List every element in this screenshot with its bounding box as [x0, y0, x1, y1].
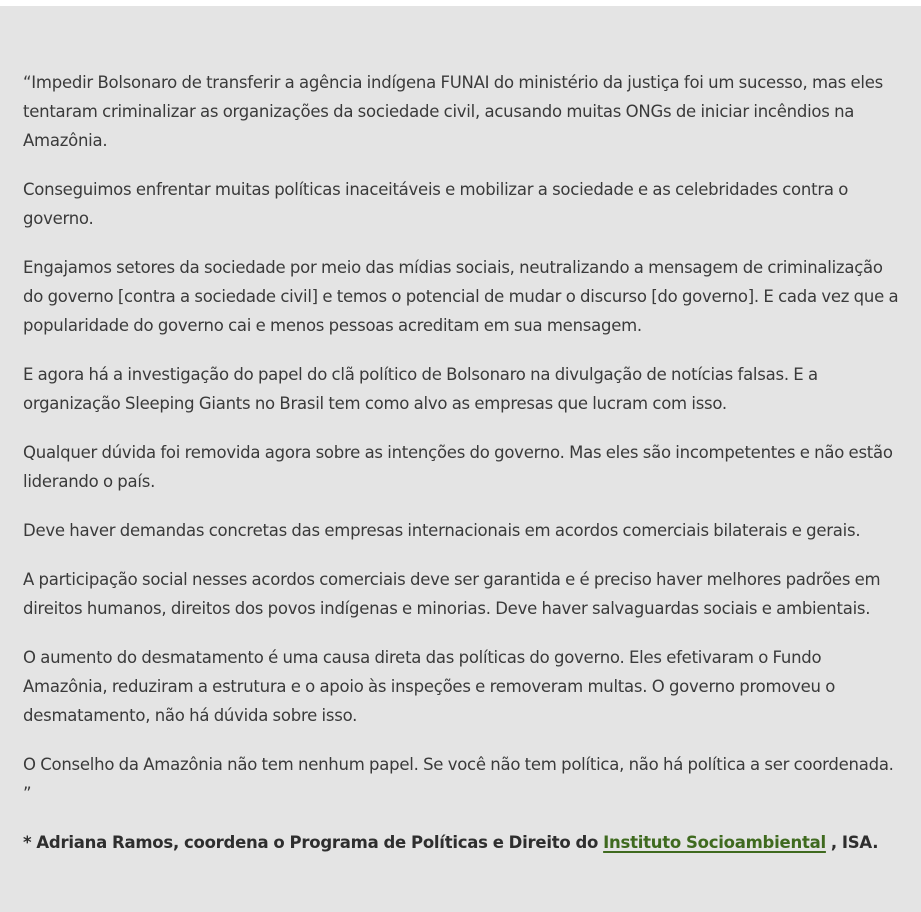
author-credit-suffix: , ISA.	[825, 833, 879, 852]
quote-paragraph-6: Deve haver demandas concretas das empresas internacionais em acordos comerciais bilaterais e gerais.	[23, 521, 861, 540]
instituto-socioambiental-link[interactable]: Instituto Socioambiental	[603, 833, 826, 852]
quote-box	[0, 6, 921, 912]
quote-paragraph-4: E agora há a investigação do papel do clã político de Bolsonaro na divulgação de notícias falsas. E a organização Sleeping Giants no Brasil tem como alvo as empresas que lucram com isso.	[23, 365, 818, 413]
quote-paragraph-8: O aumento do desmatamento é uma causa direta das políticas do governo. Eles efetivaram o Fundo Amazônia, reduziram a estrutura e o apoio às inspeções e removeram multas. O governo promoveu o desmatamento, não há dúvida sobre isso.	[23, 648, 836, 725]
author-credit	[23, 828, 901, 857]
quote-paragraph-5: Qualquer dúvida foi removida agora sobre as intenções do governo. Mas eles são incompetentes e não estão liderando o país.	[23, 443, 893, 491]
quote-paragraph-3: Engajamos setores da sociedade por meio das mídias sociais, neutralizando a mensagem de criminalização do governo [contra a sociedade civil] e temos o potencial de mudar o discurso [do governo]. E cada vez que a popularidade do governo cai e menos pessoas acreditam em sua mensagem.	[23, 258, 899, 335]
author-credit-prefix: * Adriana Ramos, coordena o Programa de Políticas e Direito do	[23, 833, 604, 852]
quote-paragraph-7: A participação social nesses acordos comerciais deve ser garantida e é preciso haver melhores padrões em direitos humanos, direitos dos povos indígenas e minorias. Deve haver salvaguardas sociais e ambientais.	[23, 570, 881, 618]
quote-paragraph-9: O Conselho da Amazônia não tem nenhum papel. Se você não tem política, não há política a ser coordenada. ”	[23, 755, 894, 803]
quote-paragraph-2: Conseguimos enfrentar muitas políticas inaceitáveis e mobilizar a sociedade e as celebridades contra o governo.	[23, 180, 849, 228]
quote-paragraph-1: “Impedir Bolsonaro de transferir a agência indígena FUNAI do ministério da justiça foi um sucesso, mas eles tentaram criminalizar as organizações da sociedade civil, acusando muitas ONGs de iniciar incêndios na Amazônia.	[23, 73, 883, 150]
